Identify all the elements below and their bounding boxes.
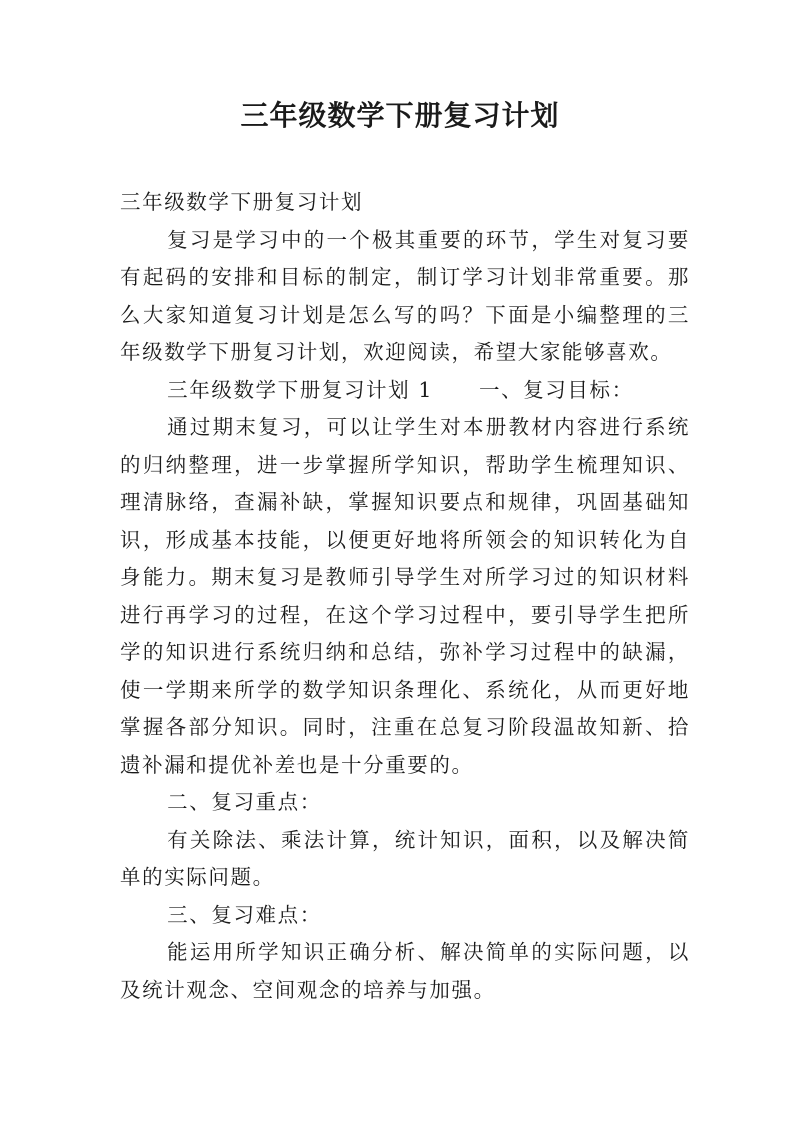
focus-paragraph: 有关除法、乘法计算，统计知识，面积，以及解决简单的实际问题。 bbox=[120, 827, 690, 889]
focus-heading: 二、复习重点： bbox=[167, 790, 322, 814]
difficulty-heading: 三、复习难点： bbox=[167, 902, 322, 927]
plan-heading: 三年级数学下册复习计划 1 bbox=[167, 377, 433, 402]
intro-paragraph: 复习是学习中的一个极其重要的环节，学生对复习要有起码的安排和目标的制定，制订学习计划非常重要。那么大家知道复习计划是怎么写的吗？下面是小编整理的三年级数学下册复习计划，欢迎阅读，希望大家能够喜欢。 bbox=[120, 227, 690, 364]
difficulty-paragraph: 能运用所学知识正确分析、解决简单的实际问题，以及统计观念、空间观念的培养与加强。 bbox=[120, 940, 690, 1002]
goal-heading: 一、复习目标： bbox=[479, 377, 634, 402]
document-title: 三年级数学下册复习计划 bbox=[240, 99, 560, 132]
document-subtitle: 三年级数学下册复习计划 bbox=[120, 190, 364, 214]
goal-paragraph: 通过期末复习，可以让学生对本册教材内容进行系统的归纳整理，进一步掌握所学知识，帮助学生梳理知识、理清脉络，查漏补缺，掌握知识要点和规律，巩固基础知识，形成基本技能，以便更好地将所领会的知识转化为自身能力。期末复习是教师引导学生对所学习过的知识材料进行再学习的过程，在这个学习过程中，要引导学生把所学的知识进行系统归纳和总结，弥补学习过程中的缺漏，使一学期来所学的数学知识条理化、系统化，从而更好地掌握各部分知识。同时，注重在总复习阶段温故知新、拾遗补漏和提优补差也是十分重要的。 bbox=[120, 415, 690, 777]
plan-heading-line bbox=[120, 372, 690, 410]
document-body bbox=[120, 184, 690, 1009]
